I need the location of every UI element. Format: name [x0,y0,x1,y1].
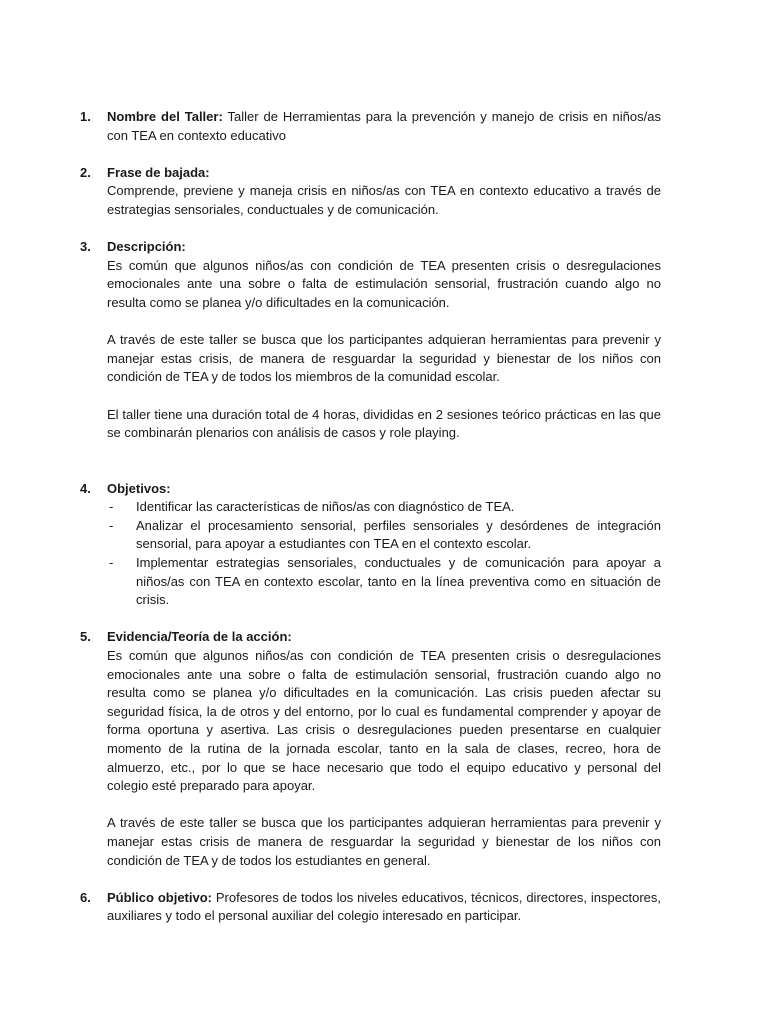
section-label: Descripción: [107,239,186,255]
dash-bullet: - [109,517,114,533]
list-item [107,517,661,554]
section-objetivos [80,480,661,610]
section-publico-objetivo [80,889,661,926]
section-number: 4. [80,480,91,496]
section-inline-paragraph [107,889,661,926]
section-descripcion [80,238,661,443]
section-label: Nombre del Taller: [107,109,223,124]
list-item-text: Analizar el procesamiento sensorial, perfiles sensoriales y desórdenes de integración sensorial, para apoyar a estudiantes con TEA en el contexto escolar. [136,517,661,552]
section-paragraph: Comprende, previene y maneja crisis en niños/as con TEA en contexto educativo a través de estrategias sensoriales, conductuales y de comunicación. [107,183,661,217]
section-inline-paragraph [107,108,661,145]
section-nombre-del-taller [80,108,661,145]
section-number: 3. [80,239,91,255]
list-item-text: Implementar estrategias sensoriales, conductuales y de comunicación para apoyar a niños/as con TEA en contexto escolar, tanto en la línea preventiva como en situación de crisis. [136,555,661,608]
list-item-text: Identificar las características de niños/as con diagnóstico de TEA. [136,499,515,515]
section-paragraph: Es común que algunos niños/as con condición de TEA presenten crisis o desregulaciones emocionales ante una sobre o falta de estimulación sensorial, frustración cuando algo no resulta como se planea y/o dificultades en la comunicación. Las crisis pueden afectar su seguridad física, la de otros y del entorno, por lo cual es fundamental comprender y apoyar de forma oportuna y asertiva. Las crisis o desregulaciones pueden presentarse en cualquier momento de la rutina de la jornada escolar, tanto en la sala de clases, recreo, hora de almuerzo, etc., por lo que se hace necesario que todo el equipo educativo y personal del colegio esté preparado para apoyar. [107,648,661,794]
section-inline-text: Profesores de todos los niveles educativos, técnicos, directores, inspectores, auxiliares y todo el personal auxiliar del colegio interesado en participar. [107,889,661,924]
section-paragraph: El taller tiene una duración total de 4 horas, divididas en 2 sesiones teórico prácticas en las que se combinarán plenarios con análisis de casos y role playing. [107,406,661,441]
section-label: Evidencia/Teoría de la acción: [107,629,292,645]
section-number: 5. [80,629,91,645]
section-number: 1. [80,109,91,124]
section-label: Público objetivo: [107,889,212,905]
section-label: Frase de bajada: [107,164,210,180]
list-item [107,554,661,610]
section-label: Objetivos: [107,480,171,496]
section-evidencia [80,628,661,870]
section-paragraph: A través de este taller se busca que los participantes adquieran herramientas para prevenir y manejar estas crisis de manera de resguardar la seguridad y bienestar de los niños con condición de TEA y de todos los estudiantes en general. [107,815,661,868]
section-paragraph: A través de este taller se busca que los participantes adquieran herramientas para prevenir y manejar estas crisis, de manera de resguardar la seguridad y bienestar de los niños con condición de TEA y de todos los miembros de la comunidad escolar. [107,332,661,385]
objectives-list [107,498,661,610]
dash-bullet: - [109,499,114,515]
section-paragraph: Es común que algunos niños/as con condición de TEA presenten crisis o desregulaciones emocionales ante una sobre o falta de estimulación sensorial, frustración cuando algo no resulta como se planea y/o dificultades en la comunicación. [107,257,661,310]
section-number: 2. [80,164,91,180]
list-item [107,498,661,517]
section-frase-de-bajada [80,164,661,220]
section-number: 6. [80,889,91,905]
dash-bullet: - [109,555,114,571]
section-inline-text: Taller de Herramientas para la prevención y manejo de crisis en niños/as con TEA en contexto educativo [107,109,661,143]
